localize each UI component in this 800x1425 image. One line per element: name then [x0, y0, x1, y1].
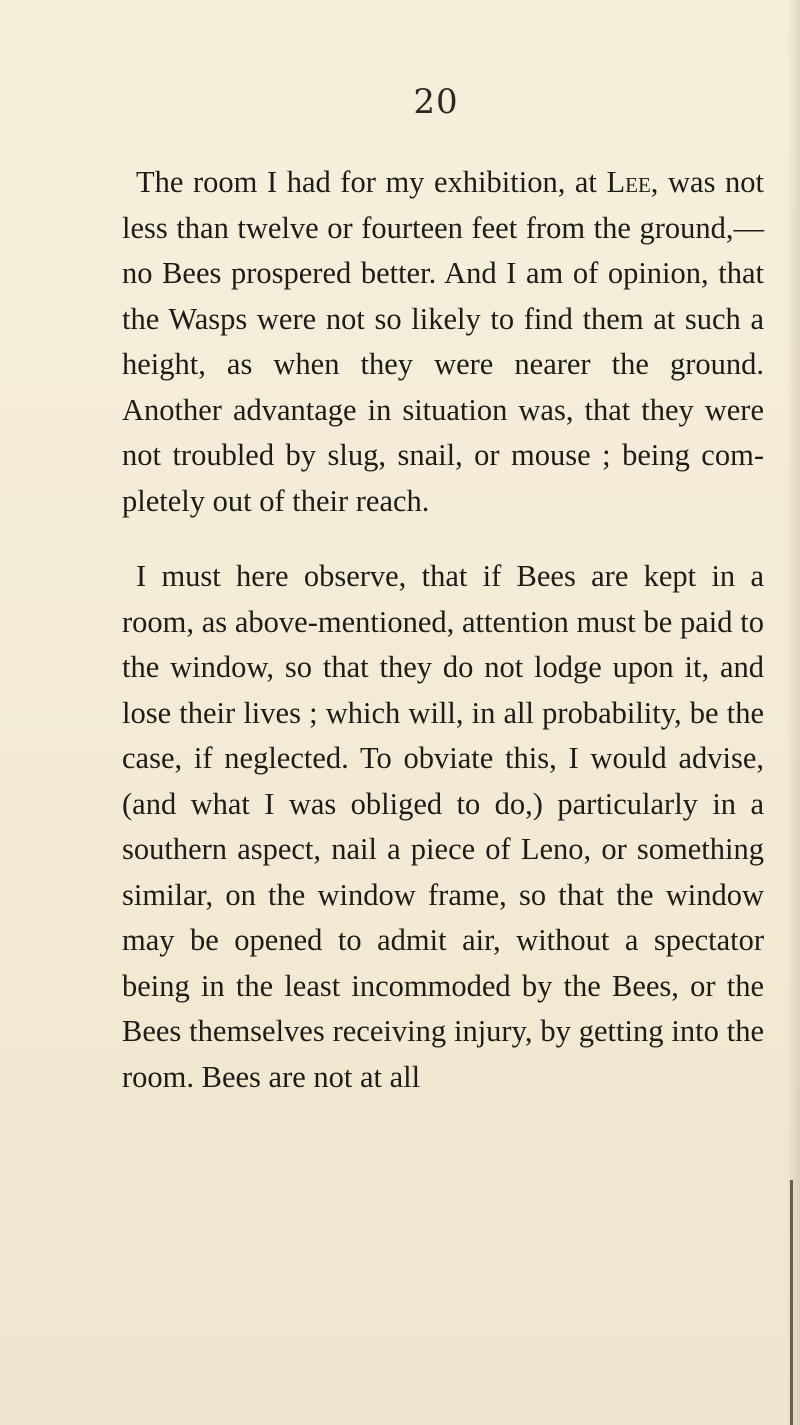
paragraph-1 — [122, 160, 764, 524]
body-text — [122, 160, 764, 1100]
paragraph-1-lead: The room I had for my exhibition, at — [136, 165, 607, 199]
page-number: 20 — [413, 82, 459, 122]
paragraph-1-rest: , was not less than twelve or fourteen feet from the ground,—no Bees prospered better. And I am of opinion, that the Wasps were not so likely to find them at such a height, as when they were nearer the ground. Another advantage in situation was, that they were not troubled by slug, snail, or mouse ; being completely out of their reach. — [122, 165, 764, 518]
paragraph-2: I must here observe, that if Bees are kept in a room, as above-mentioned, attention must be paid to the window, so that they do not lodge upon it, and lose their lives ; which will, in all probability, be the case, if neglected. To obviate this, I would advise, (and what I was obliged to do,) particularly in a southern aspect, nail a piece of Leno, or something similar, on the window frame, so that the window may be opened to admit air, without a spectator being in the least incommoded by the Bees, or the Bees themselves receiving injury, by getting into the room. Bees are not at all — [122, 559, 764, 1094]
paragraph-1-smallcaps: Lee — [606, 165, 651, 199]
page-edge-shadow — [786, 0, 800, 1425]
page-edge-line — [790, 1180, 793, 1425]
